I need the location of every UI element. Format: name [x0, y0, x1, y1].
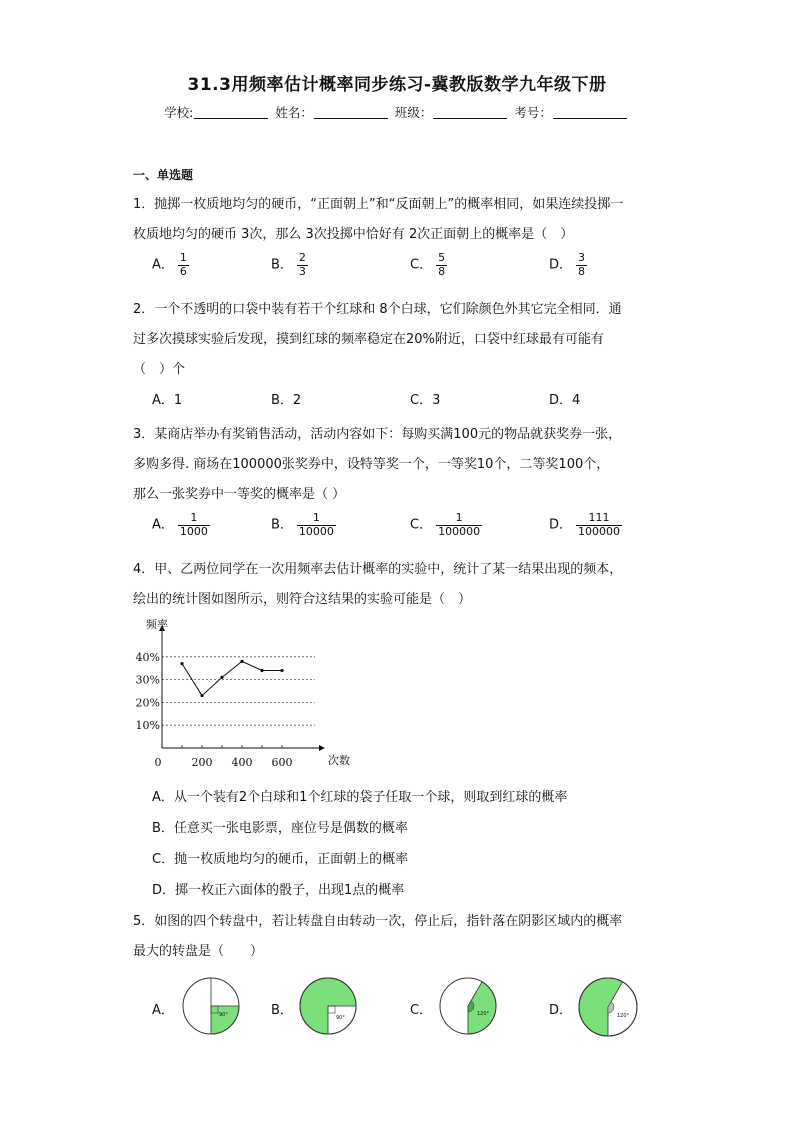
q4-option-d[interactable]: D．掷一枚正六面体的骰子，出现1点的概率: [152, 883, 405, 898]
data-point: [240, 660, 243, 663]
q2-line3: （ ）个: [133, 362, 186, 377]
q1-line2: 枚质地均匀的硬币 3次，那么 3次投掷中恰好有 2次正面朝上的概率是（ ）: [133, 227, 574, 242]
y-tick-label: 10%: [135, 719, 160, 733]
data-point: [280, 669, 283, 672]
q4-line2: 绘出的统计图如图所示，则符合这结果的实验可能是（ ）: [133, 592, 472, 607]
page-title: 31.3用频率估计概率同步练习-冀教版数学九年级下册: [187, 75, 607, 95]
x-tick-label: 600: [271, 756, 293, 769]
x-tick-label: 200: [191, 756, 213, 769]
q5-option-a-label[interactable]: A．: [152, 1003, 174, 1018]
q4-option-a[interactable]: A．从一个装有2个白球和1个红球的袋子任取一个球，则取到红球的概率: [152, 790, 568, 805]
name-blank[interactable]: [314, 106, 388, 119]
q3-line3: 那么一张奖券中一等奖的概率是（ ）: [133, 487, 346, 502]
x-tick-label: 400: [231, 756, 253, 769]
q3-line2: 多购多得. 商场在100000张奖券中，设特等奖一个，一等奖10个，二等奖100个，: [133, 457, 610, 472]
section-title: 一、单选题: [133, 168, 194, 182]
data-point: [220, 676, 223, 679]
frequency-line-chart: [135, 612, 360, 772]
data-point: [180, 662, 183, 665]
q5-line2: 最大的转盘是（ ）: [133, 944, 264, 959]
q5-line1: 5．如图的四个转盘中，若让转盘自由转动一次，停止后，指针落在阴影区域内的概率: [133, 914, 623, 929]
q4-option-c[interactable]: C．抛一枚质地均匀的硬币，正面朝上的概率: [152, 852, 409, 867]
q3-line1: 3．某商店举办有奖销售活动，活动内容如下：每购买满100元的物品就获奖券一张，: [133, 427, 622, 442]
series-line: [182, 661, 282, 695]
class-blank[interactable]: [433, 106, 507, 119]
x-tick-label: 0: [154, 756, 162, 769]
q2-option-a[interactable]: A．1: [152, 393, 183, 408]
q4-line1: 4．甲、乙两位同学在一次用频率去估计概率的实验中，统计了某一结果出现的频本，: [133, 562, 623, 577]
id-label: 考号：: [514, 105, 552, 120]
data-point: [200, 694, 203, 697]
q2-line2: 过多次摸球实验后发现，摸到红球的频率稳定在20%附近，口袋中红球最有可能有: [133, 332, 604, 347]
q1-option-a[interactable]: A． $\frac{1}{6}$: [152, 251, 187, 278]
q1-option-c[interactable]: C． $\frac{5}{8}$: [410, 251, 446, 278]
spinner-a[interactable]: [180, 975, 242, 1037]
id-blank[interactable]: [553, 106, 627, 119]
q4-option-b[interactable]: B．任意买一张电影票，座位号是偶数的概率: [152, 821, 408, 836]
q2-option-d[interactable]: D．4: [549, 393, 581, 408]
q3-option-a[interactable]: A． $\frac{1}{1000}$: [152, 511, 208, 538]
name-label: 姓名：: [275, 105, 313, 120]
q2-option-b[interactable]: B．2: [271, 393, 302, 408]
y-tick-label: 20%: [135, 696, 160, 710]
q1-line1: 1．抛掷一枚质地均匀的硬币，“正面朝上”和“反面朝上”的概率相同，如果连续投掷一: [133, 197, 624, 212]
q5-option-c-label[interactable]: C．: [410, 1003, 433, 1018]
q5-option-d-label[interactable]: D．: [549, 1003, 573, 1018]
y-tick-label: 40%: [135, 650, 160, 664]
spinner-b-angle: 90°: [336, 1015, 345, 1021]
data-point: [260, 669, 263, 672]
y-tick-label: 30%: [135, 673, 160, 687]
spinner-d[interactable]: [576, 975, 640, 1039]
x-axis-label: 次数: [328, 754, 350, 767]
student-info-row: [0, 103, 794, 121]
class-label: 班级：: [394, 105, 433, 120]
q5-option-b-label[interactable]: B．: [271, 1003, 293, 1018]
spinner-b[interactable]: [297, 975, 359, 1037]
q1-option-b[interactable]: B． $\frac{2}{3}$: [271, 251, 306, 278]
spinner-a-angle: 90°: [219, 1012, 228, 1018]
spinner-d-angle: 120°: [617, 1013, 630, 1019]
q2-option-c[interactable]: C．3: [410, 393, 441, 408]
q3-option-b[interactable]: B． $\frac{1}{10000}$: [271, 511, 334, 538]
school-label: 学校:: [164, 105, 194, 120]
spinner-c[interactable]: [437, 975, 499, 1037]
q3-option-c[interactable]: C． $\frac{1}{100000}$: [410, 511, 481, 538]
q2-line1: 2．一个不透明的口袋中装有若干个红球和 8个白球，它们除颜色外其它完全相同．通: [133, 302, 622, 317]
spinner-c-angle: 120°: [477, 1011, 490, 1017]
school-blank[interactable]: [194, 106, 268, 119]
q1-option-d[interactable]: D． $\frac{3}{8}$: [549, 251, 586, 278]
q3-option-d[interactable]: D． $\frac{111}{100000}$: [549, 511, 621, 538]
y-axis-label: 频率: [146, 618, 168, 631]
